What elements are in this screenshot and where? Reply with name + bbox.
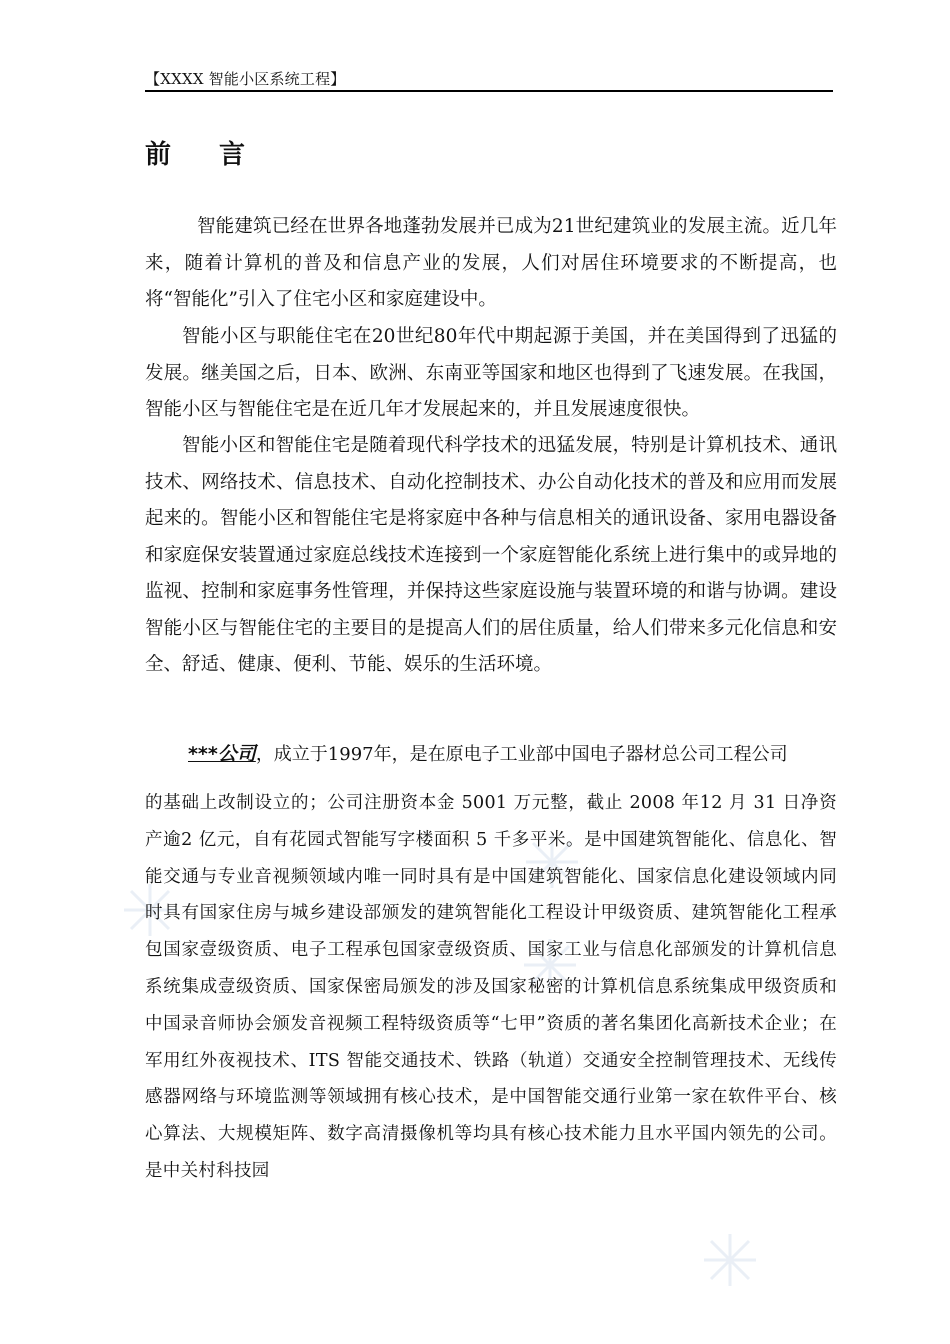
company-intro-line bbox=[188, 736, 788, 773]
company-name: ***公司 bbox=[188, 743, 256, 765]
paragraph-intro: 智能建筑已经在世界各地蓬勃发展并已成为21世纪建筑业的发展主流。近几年来，随着计算机的普及和信息产业的发展，人们对居住环境要求的不断提高，也将“智能化”引入了住宅小区和家庭建设中。 bbox=[145, 216, 837, 310]
paragraph-technology: 智能小区和智能住宅是随着现代科学技术的迅猛发展，特别是计算机技术、通讯技术、网络技术、信息技术、自动化控制技术、办公自动化技术的普及和应用而发展起来的。智能小区和智能住宅是将家庭中各种与信息相关的通讯设备、家用电器设备和家庭保安装置通过家庭总线技术连接到一个家庭智能化系统上进行集中的或异地的监视、控制和家庭事务性管理，并保持这些家庭设施与装置环境的和谐与协调。建设智能小区与智能住宅的主要目的是提高人们的居住质量，给人们带来多元化信息和安全、舒适、健康、便利、节能、娱乐的生活环境。 bbox=[145, 435, 837, 675]
watermark-icon bbox=[700, 1230, 760, 1290]
title-char-left: 前 bbox=[145, 140, 172, 170]
title-char-right: 言 bbox=[219, 140, 246, 170]
page-header bbox=[145, 66, 833, 92]
page-title bbox=[145, 134, 245, 171]
paragraph-origin: 智能小区与职能住宅在20世纪80年代中期起源于美国，并在美国得到了迅猛的发展。继美国之后，日本、欧洲、东南亚等国家和地区也得到了飞速发展。在我国，智能小区与智能住宅是在近几年才发展起来的，并且发展速度很快。 bbox=[145, 326, 837, 420]
header-title: 【XXXX 智能小区系统工程】 bbox=[145, 70, 346, 88]
company-first-line: ，成立于1997年，是在原电子工业部中国电子器材总公司工程公司 bbox=[255, 744, 788, 765]
paragraph-company: 的基础上改制设立的；公司注册资本金 5001 万元整，截止 2008 年12 月 31 日净资产逾2 亿元，自有花园式智能写字楼面积 5 千多平米。是中国建筑智能化、信息化、智能交通与专业音视频领域内唯一同时具有是中国建筑智能化、国家信息化建设领域内同时具有国家住房与城乡建设部颁发的建筑智能化工程设计甲级资质、建筑智能化工程承包国家壹级资质、电子工程承包国家壹级资质、国家工业与信息化部颁发的计算机信息系统集成壹级资质、国家保密局颁发的涉及国家秘密的计算机信息系统集成甲级资质和中国录音师协会颁发音视频工程特级资质等“七甲”资质的著名集团化高新技术企业；在军用红外夜视技术、ITS 智能交通技术、铁路（轨道）交通安全控制管理技术、无线传感器网络与环境监测等领域拥有核心技术，是中国智能交通行业第一家在软件平台、核心算法、大规模矩阵、数字高清摄像机等均具有核心技术能力且水平国内领先的公司。是中关村科技园 bbox=[145, 793, 837, 1181]
